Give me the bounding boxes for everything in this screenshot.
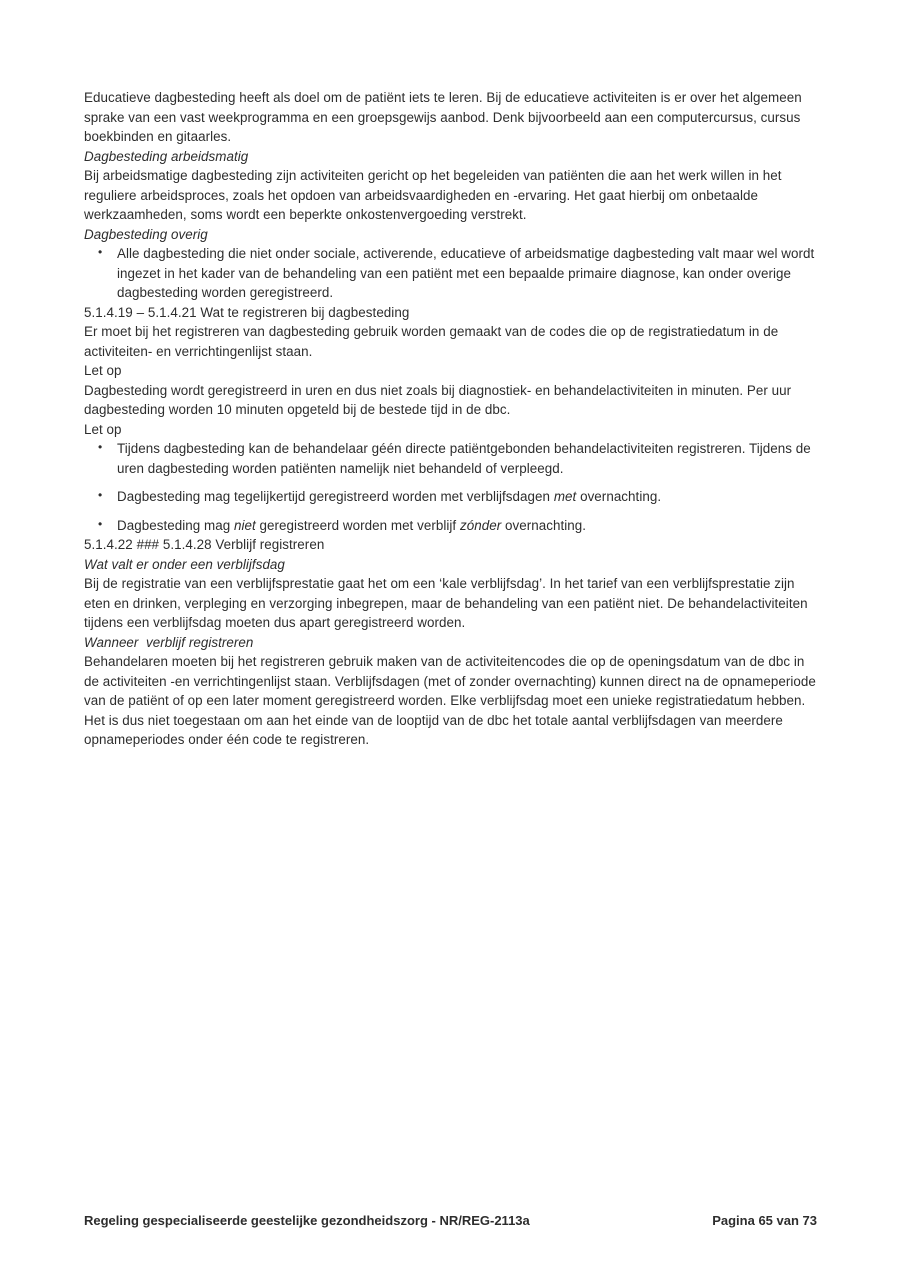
- page-footer: [84, 1213, 817, 1229]
- heading-wat-te-registreren: 5.1.4.19 – 5.1.4.21 Wat te registreren bij dagbesteding: [84, 304, 410, 320]
- letop-bullet-list: [84, 439, 817, 535]
- label-let-op-2: Let op: [84, 421, 122, 437]
- list-item: [84, 244, 817, 303]
- paragraph-wanneer-verblijf: Behandelaren moeten bij het registreren gebruik maken van de activiteitencodes die op de openingsdatum van de dbc in de activiteiten -en verrichtingenlijst staan. Verblijfsdagen (met of zonder overnachting) kunnen direct na de opnameperiode van de patiënt of op een later moment geregistreerd worden. Elke verblijfsdag moet een unieke registratiedatum hebben. Het is dus niet toegestaan om aan het einde van de looptijd van de dbc het totale aantal verblijfsdagen van meerdere opnameperiodes onder één code te registreren.: [84, 654, 816, 747]
- paragraph-codes-registratiedatum: Er moet bij het registreren van dagbesteding gebruik worden gemaakt van de codes die op de registratiedatum in de activiteiten- en verrichtingenlijst staan.: [84, 324, 779, 359]
- overig-bullet-list: [84, 244, 817, 303]
- paragraph-arbeidsmatige-dagbesteding: Bij arbeidsmatige dagbesteding zijn activiteiten gericht op het begeleiden van patiënten die aan het werk willen in het reguliere arbeidsproces, zoals het opdoen van arbeidsvaardigheden en -ervaring. Het gaat hierbij om onbetaalde werkzaamheden, soms wordt een beperkte onkostenvergoeding verstrekt.: [84, 168, 782, 222]
- paragraph-dagbesteding-uren: Dagbesteding wordt geregistreerd in uren en dus niet zoals bij diagnostiek- en behandelactiviteiten in minuten. Per uur dagbesteding worden 10 minuten opgeteld bij de bestede tijd in de dbc.: [84, 382, 792, 417]
- list-item-text: Tijdens dagbesteding kan de behandelaar géén directe patiëntgebonden behandelactiviteiten registreren. Tijdens de uren dagbesteding worden patiënten namelijk niet behandeld of verpleegd.: [117, 441, 811, 476]
- list-item: [84, 487, 817, 507]
- heading-wanneer-verblijf-registreren: Wanneer verblijf registreren: [84, 634, 254, 650]
- list-item: [84, 439, 817, 478]
- footer-page-number: Pagina 65 van 73: [712, 1213, 817, 1228]
- list-item-text: Dagbesteding mag tegelijkertijd geregistreerd worden met verblijfsdagen met overnachting.: [117, 489, 662, 504]
- bullet-icon: •: [98, 440, 103, 454]
- document-content: [84, 88, 817, 750]
- paragraph-educatieve-dagbesteding: Educatieve dagbesteding heeft als doel om de patiënt iets te leren. Bij de educatieve activiteiten is er over het algemeen sprake van een vast weekprogramma en een groepsgewijs aanbod. Denk bijvoorbeeld aan een computercursus, cursus boekbinden en gitaarles.: [84, 90, 802, 144]
- heading-dagbesteding-overig: Dagbesteding overig: [84, 226, 208, 242]
- label-let-op-1: Let op: [84, 363, 122, 378]
- bullet-icon: •: [98, 516, 103, 531]
- list-item: [84, 516, 817, 536]
- paragraph-kale-verblijfsdag: Bij de registratie van een verblijfsprestatie gaat het om een ‘kale verblijfsdag’. In het tarief van een verblijfsprestatie zijn eten en drinken, verpleging en verzorging inbegrepen, maar de behandeling van een patiënt niet. De behandelactiviteiten tijdens een verblijfsdag moeten dus apart geregistreerd worden.: [84, 576, 808, 630]
- heading-wat-valt-onder-verblijfsdag: Wat valt er onder een verblijfsdag: [84, 556, 285, 572]
- list-item-text: Alle dagbesteding die niet onder sociale, activerende, educatieve of arbeidsmatige dagbesteding valt maar wel wordt ingezet in het kader van de behandeling van een patiënt met een bepaalde primaire diagnose, kan onder overige dagbesteding worden geregistreerd.: [117, 246, 815, 300]
- bullet-icon: •: [98, 245, 103, 259]
- footer-document-title: Regeling gespecialiseerde geestelijke gezondheidszorg - NR/REG-2113a: [84, 1213, 530, 1228]
- heading-verblijf-registreren: 5.1.4.22 ### 5.1.4.28 Verblijf registreren: [84, 537, 325, 552]
- heading-dagbesteding-arbeidsmatig: Dagbesteding arbeidsmatig: [84, 148, 249, 164]
- list-item-text: Dagbesteding mag niet geregistreerd worden met verblijf zónder overnachting.: [117, 517, 587, 533]
- bullet-icon: •: [98, 488, 103, 502]
